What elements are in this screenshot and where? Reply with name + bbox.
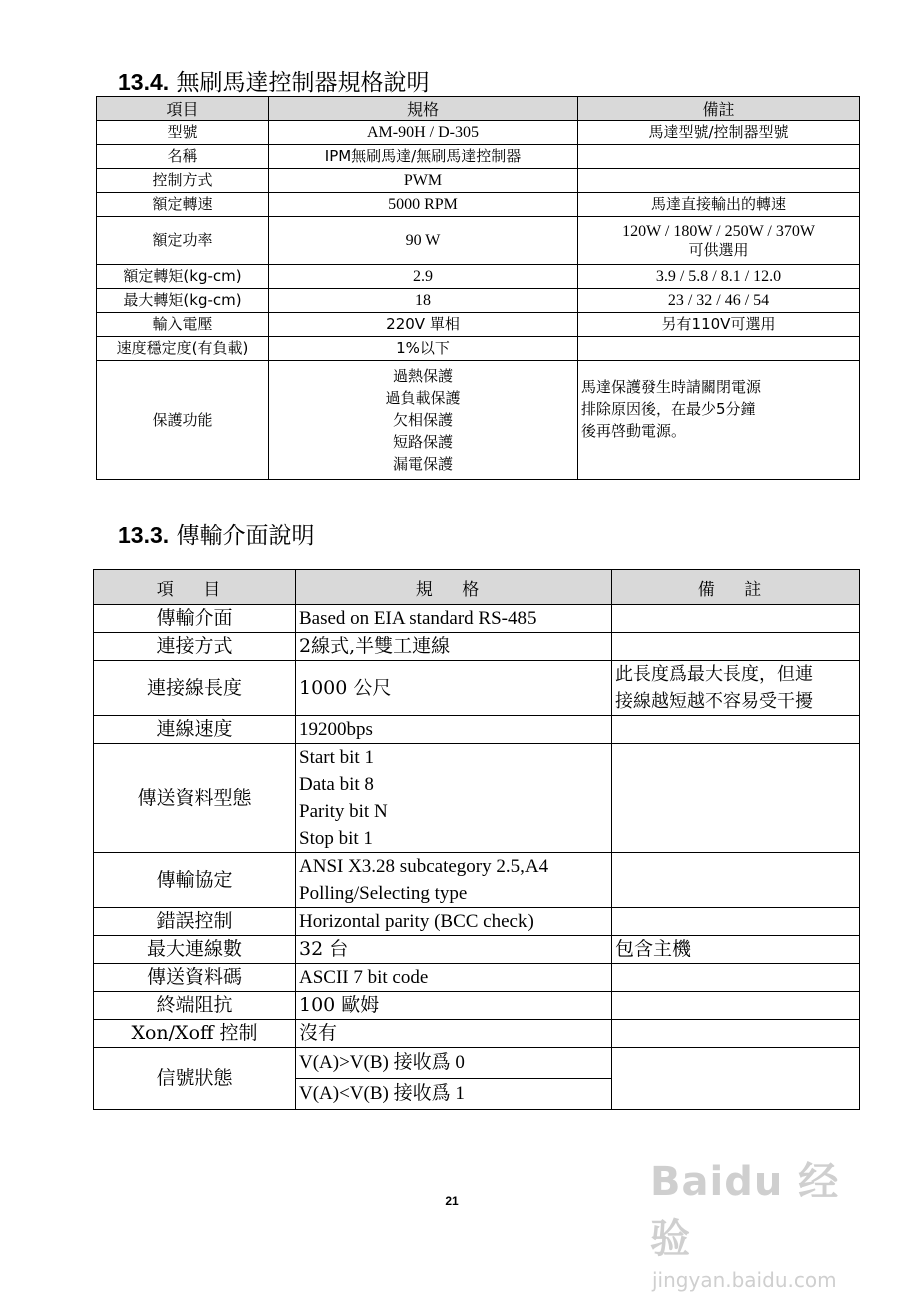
row-note <box>578 361 860 480</box>
table-row <box>97 169 860 193</box>
row-spec: 90 W <box>269 217 578 265</box>
row-note <box>612 964 860 992</box>
row-item: 額定功率 <box>97 217 269 265</box>
row-note-line: 接線越短越不容易受干擾 <box>615 691 813 712</box>
row-item: 連接線長度 <box>94 661 296 716</box>
row-spec-line: Parity bit N <box>299 801 388 822</box>
spec-header-note: 備註 <box>578 97 860 121</box>
baidu-watermark <box>650 1150 880 1292</box>
comm-table <box>93 569 860 1110</box>
row-spec: IPM無刷馬達/無刷馬達控制器 <box>269 145 578 169</box>
spec-heading-number: 13.4. <box>118 69 170 95</box>
table-row <box>94 716 860 744</box>
row-item: 終端阻抗 <box>94 992 296 1020</box>
row-spec: Horizontal parity (BCC check) <box>296 908 612 936</box>
watermark-logo: Baidu 经验 <box>650 1159 840 1262</box>
row-note: 23 / 32 / 46 / 54 <box>578 289 860 313</box>
comm-heading <box>118 517 314 550</box>
row-note-line: 排除原因後，在最少5分鐘 <box>581 400 756 418</box>
row-spec-line: 過熱保護 <box>392 367 453 385</box>
table-row <box>97 289 860 313</box>
table-row <box>97 361 860 480</box>
row-item: 額定轉速 <box>97 193 269 217</box>
table-row <box>94 936 860 964</box>
row-note <box>612 1020 860 1048</box>
row-item: 額定轉矩(kg-cm) <box>97 265 269 289</box>
row-item: 名稱 <box>97 145 269 169</box>
comm-header-spec: 規 格 <box>296 570 612 605</box>
row-item: 速度穩定度(有負載) <box>97 337 269 361</box>
row-note: 包含主機 <box>612 936 860 964</box>
row-spec: Based on EIA standard RS-485 <box>296 605 612 633</box>
table-row <box>97 313 860 337</box>
row-note-line: 120W / 180W / 250W / 370W <box>622 222 815 240</box>
row-note <box>612 605 860 633</box>
table-row <box>97 193 860 217</box>
table-row <box>94 964 860 992</box>
row-note-line: 可供選用 <box>688 240 749 259</box>
row-note-line: 後再啓動電源。 <box>581 422 687 440</box>
table-row <box>94 908 860 936</box>
comm-header-row <box>94 570 860 605</box>
row-spec: 19200bps <box>296 716 612 744</box>
row-spec-line: Start bit 1 <box>299 747 374 768</box>
row-item: 連接方式 <box>94 633 296 661</box>
row-spec-line: 漏電保護 <box>392 455 453 473</box>
table-row <box>94 744 860 853</box>
row-item: 保護功能 <box>97 361 269 480</box>
row-spec-line: Data bit 8 <box>299 774 374 795</box>
row-spec: PWM <box>269 169 578 193</box>
row-item: 傳輸介面 <box>94 605 296 633</box>
row-note <box>612 633 860 661</box>
spec-header-item: 項目 <box>97 97 269 121</box>
row-spec: 100 歐姆 <box>296 992 612 1020</box>
row-spec: AM-90H / D-305 <box>269 121 578 145</box>
row-note <box>612 661 860 716</box>
row-note <box>612 992 860 1020</box>
row-note <box>578 337 860 361</box>
row-note <box>612 853 860 908</box>
table-row <box>94 633 860 661</box>
row-item: 錯誤控制 <box>94 908 296 936</box>
row-spec-line: 欠相保護 <box>392 411 453 429</box>
row-spec-line: V(A)>V(B) 接收爲 0 <box>299 1052 465 1073</box>
row-note: 馬達型號/控制器型號 <box>578 121 860 145</box>
row-note <box>612 716 860 744</box>
row-item: 傳輸協定 <box>94 853 296 908</box>
spec-table <box>96 96 860 480</box>
row-spec: 220V 單相 <box>269 313 578 337</box>
watermark-url: jingyan.baidu.com <box>652 1268 837 1292</box>
comm-heading-number: 13.3. <box>118 522 170 548</box>
row-item: 傳送資料型態 <box>94 744 296 853</box>
page-number: 21 <box>445 1194 459 1208</box>
row-note <box>578 169 860 193</box>
row-spec: 2.9 <box>269 265 578 289</box>
row-spec: 2線式,半雙工連線 <box>296 633 612 661</box>
table-row <box>97 145 860 169</box>
row-item: 型號 <box>97 121 269 145</box>
row-spec: 沒有 <box>296 1020 612 1048</box>
table-row <box>94 605 860 633</box>
row-item: Xon/Xoff 控制 <box>94 1020 296 1048</box>
spec-heading <box>118 64 429 97</box>
row-note: 馬達直接輸出的轉速 <box>578 193 860 217</box>
row-spec: 5000 RPM <box>269 193 578 217</box>
table-row <box>97 265 860 289</box>
row-spec <box>296 744 612 853</box>
table-row <box>94 1048 860 1110</box>
table-row <box>94 1020 860 1048</box>
comm-header-note: 備 註 <box>612 570 860 605</box>
row-note <box>578 217 860 265</box>
row-note-spacer <box>581 442 859 464</box>
table-row <box>97 337 860 361</box>
row-spec: 1%以下 <box>269 337 578 361</box>
row-spec <box>296 1048 612 1110</box>
row-spec: ASCII 7 bit code <box>296 964 612 992</box>
spec-header-row <box>97 97 860 121</box>
spec-header-spec: 規格 <box>269 97 578 121</box>
row-item: 最大連線數 <box>94 936 296 964</box>
row-note-line: 此長度爲最大長度，但連 <box>615 664 813 685</box>
table-row <box>97 217 860 265</box>
row-spec <box>296 853 612 908</box>
row-spec: 1000 公尺 <box>296 661 612 716</box>
row-spec-line: V(A)<V(B) 接收爲 1 <box>296 1078 611 1109</box>
row-item: 連線速度 <box>94 716 296 744</box>
row-spec-line: Polling/Selecting type <box>299 883 468 904</box>
row-note <box>612 1048 860 1110</box>
row-item: 傳送資料碼 <box>94 964 296 992</box>
row-item: 最大轉矩(kg-cm) <box>97 289 269 313</box>
row-spec: 32 台 <box>296 936 612 964</box>
row-item: 輸入電壓 <box>97 313 269 337</box>
row-note <box>578 145 860 169</box>
row-item: 控制方式 <box>97 169 269 193</box>
table-row <box>97 121 860 145</box>
row-spec <box>269 361 578 480</box>
row-spec-line: 短路保護 <box>392 433 453 451</box>
comm-heading-text: 傳輸介面說明 <box>176 523 315 549</box>
table-row <box>94 992 860 1020</box>
row-note: 3.9 / 5.8 / 8.1 / 12.0 <box>578 265 860 289</box>
row-spec-line: ANSI X3.28 subcategory 2.5,A4 <box>299 856 549 877</box>
row-spec-line: 過負載保護 <box>385 389 461 407</box>
row-item: 信號狀態 <box>94 1048 296 1110</box>
row-spec: 18 <box>269 289 578 313</box>
table-row <box>94 661 860 716</box>
row-note-line: 馬達保護發生時請關閉電源 <box>581 378 762 396</box>
row-note <box>612 908 860 936</box>
row-note: 另有110V可選用 <box>578 313 860 337</box>
table-row <box>94 853 860 908</box>
row-spec-line: Stop bit 1 <box>299 828 373 849</box>
spec-heading-text: 無刷馬達控制器規格說明 <box>176 70 430 96</box>
row-note <box>612 744 860 853</box>
comm-header-item: 項 目 <box>94 570 296 605</box>
